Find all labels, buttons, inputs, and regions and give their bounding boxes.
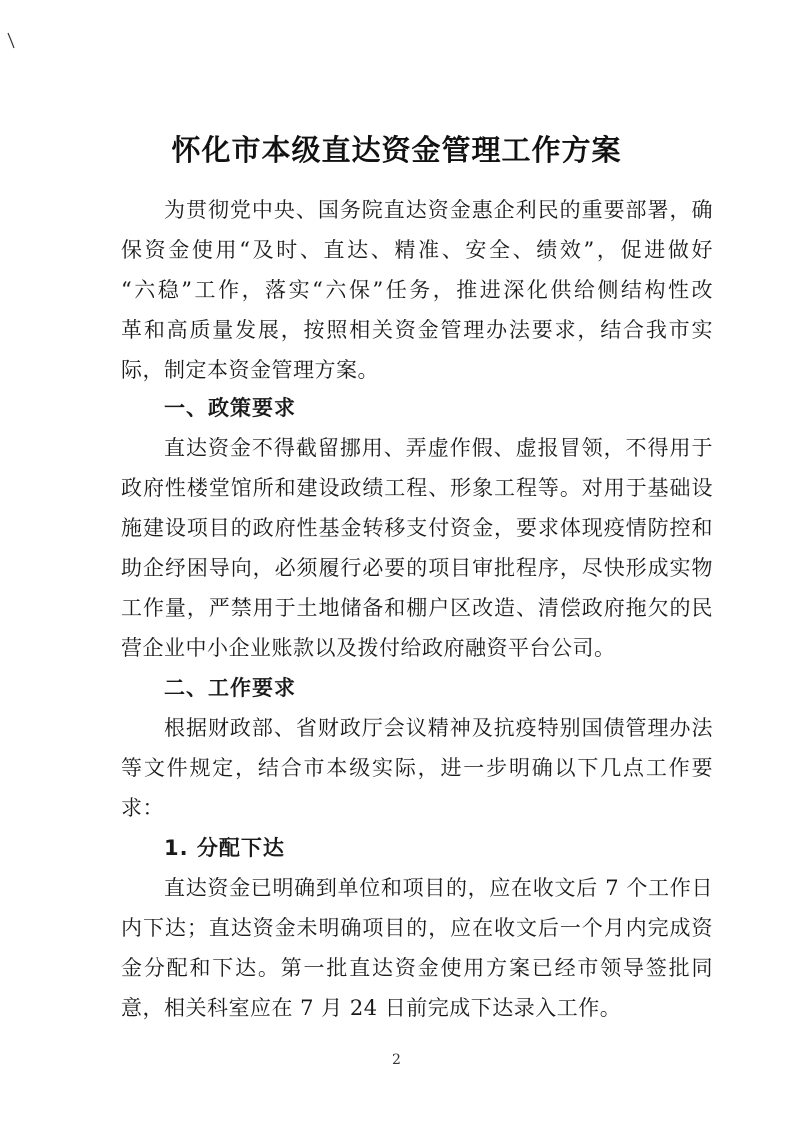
sub1-line-3: 金分配和下达。第一批直达资金使用方案已经市领导签批同 xyxy=(121,956,713,980)
section1-line-5: 工作量，严禁用于土地储备和棚户区改造、清偿政府拖欠的民 xyxy=(121,596,713,620)
section1-line-4: 助企纾困导向，必须履行必要的项目审批程序，尽快形成实物 xyxy=(121,556,713,580)
sub1-line-1: 直达资金已明确到单位和项目的，应在收文后 7 个工作日 xyxy=(164,876,713,900)
section1-line-1: 直达资金不得截留挪用、弄虚作假、虚报冒领，不得用于 xyxy=(164,436,713,460)
intro-line-4: 革和高质量发展，按照相关资金管理办法要求，结合我市实 xyxy=(121,318,713,342)
document-title: 怀化市本级直达资金管理工作方案 xyxy=(171,133,622,167)
intro-line-1: 为贯彻党中央、国务院直达资金惠企利民的重要部署，确 xyxy=(164,198,713,222)
section-heading-policy: 一、政策要求 xyxy=(164,396,296,420)
section1-line-3: 施建设项目的政府性基金转移支付资金，要求体现疫情防控和 xyxy=(121,516,713,540)
sub1-line-2: 内下达；直达资金未明确项目的，应在收文后一个月内完成资 xyxy=(121,916,713,940)
section2-line-3: 求： xyxy=(121,796,164,820)
scan-corner-mark xyxy=(6,32,16,50)
intro-line-2: 保资金使用“及时、直达、精准、安全、绩效”，促进做好 xyxy=(121,238,713,262)
intro-line-5: 际，制定本资金管理方案。 xyxy=(121,358,379,382)
section2-line-2: 等文件规定，结合市本级实际，进一步明确以下几点工作要 xyxy=(121,756,713,780)
intro-line-3: “六稳”工作，落实“六保”任务，推进深化供给侧结构性改 xyxy=(121,278,713,302)
section1-line-6: 营企业中小企业账款以及拨付给政府融资平台公司。 xyxy=(121,636,616,660)
section1-line-2: 政府性楼堂馆所和建设政绩工程、形象工程等。对用于基础设 xyxy=(121,476,713,500)
subheading-allocation: 1. 分配下达 xyxy=(164,836,285,860)
section2-line-1: 根据财政部、省财政厅会议精神及抗疫特别国债管理办法 xyxy=(164,716,713,740)
page-number: 2 xyxy=(392,1052,401,1068)
section-heading-work: 二、工作要求 xyxy=(164,676,296,700)
sub1-line-4: 意，相关科室应在 7 月 24 日前完成下达录入工作。 xyxy=(121,996,622,1020)
